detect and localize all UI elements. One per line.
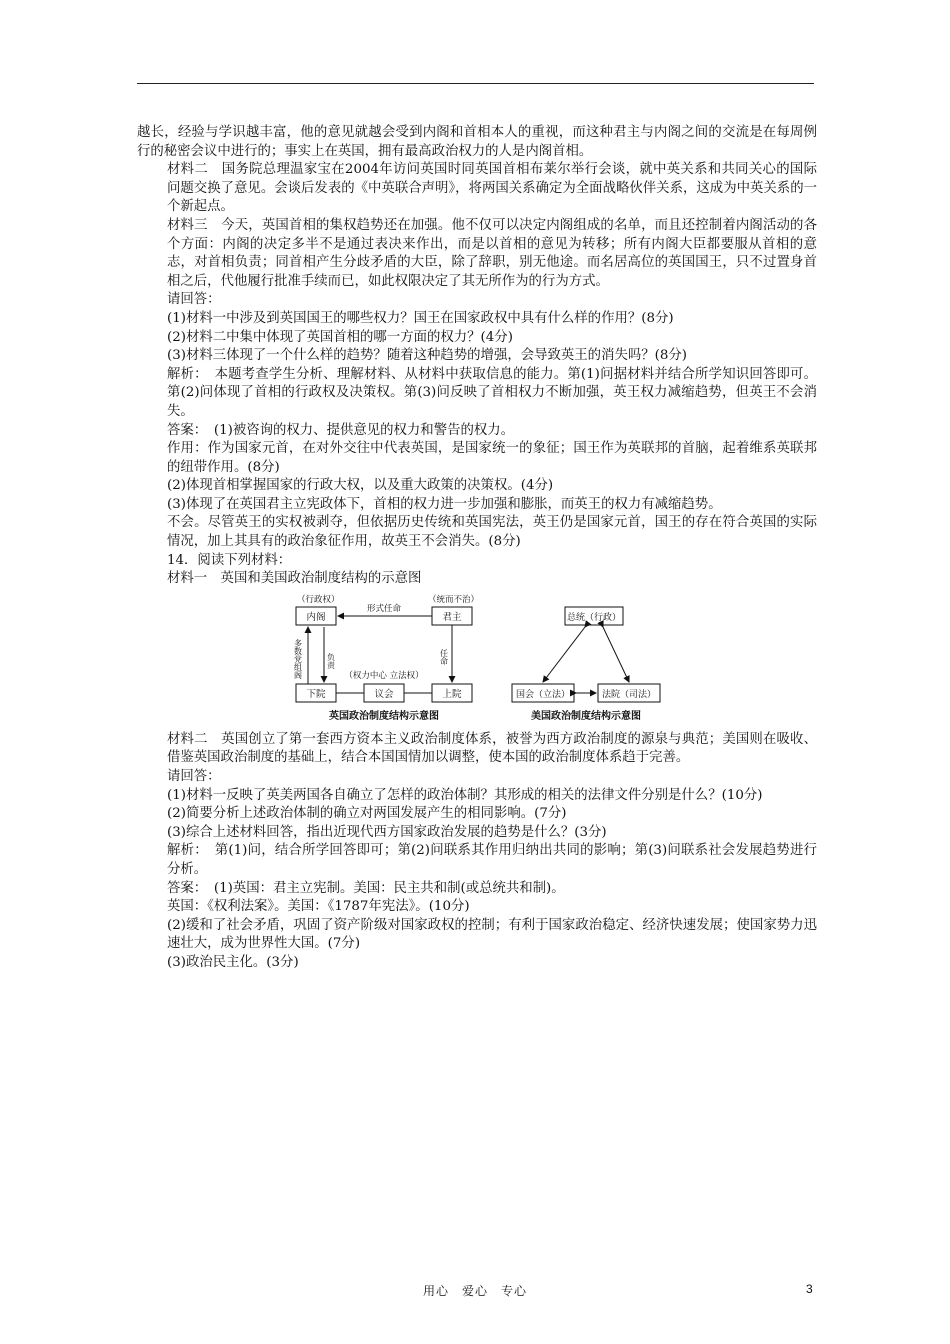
congress-label: 国会（立法） xyxy=(515,689,571,700)
arrow-president-congress xyxy=(543,627,585,682)
appoint-label: 任命 xyxy=(439,648,449,665)
paragraph: 材料二 英国创立了第一套西方资本主义政治制度体系，被誉为西方政治制度的源泉与典范；美国则在吸收、借鉴英国政治制度的基础上，结合本国国情加以调整，使本国的政治制度体系趋于完善。 xyxy=(167,731,817,766)
arrow-president-court xyxy=(603,627,629,682)
cabinet-label: 内阁 xyxy=(306,611,326,623)
paragraph: 请回答： xyxy=(167,769,221,785)
commons-label: 下院 xyxy=(306,688,326,700)
us-caption: 美国政治制度结构示意图 xyxy=(531,710,641,722)
majority-party-label: 多数党组阁 xyxy=(293,638,303,679)
court-label: 法院（司法） xyxy=(601,689,657,700)
question: (2)简要分析上述政治体制的确立对两国发展产生的相同影响。(7分) xyxy=(167,806,567,822)
material-title: 材料一 英国和美国政治制度结构的示意图 xyxy=(167,571,422,587)
paragraph: 材料二 国务院总理温家宝在2004年访问英国时同英国首相布莱尔举行会谈，就中英关系和共同关心的国际问题交换了意见。会谈后发表的《中英联合声明》，将两国关系确定为全面战略伙伴关系，这成为中英关系的一个新起点。 xyxy=(167,162,817,215)
header-rule xyxy=(137,83,814,84)
page-body xyxy=(137,124,817,973)
responsible-label: 负责 xyxy=(326,652,336,669)
us-diagram xyxy=(512,607,660,722)
question: (2)材料二中集中体现了英国首相的哪一方面的权力？(4分) xyxy=(167,329,513,345)
lords-label: 上院 xyxy=(442,688,462,700)
question: (1)材料一反映了英美两国各自确立了怎样的政治体制？其形成的相关的法律文件分别是什么？(10分) xyxy=(167,787,763,803)
answer: (3)体现了在英国君主立宪政体下，首相的权力进一步加强和膨胀，而英王的权力有减缩趋势。 xyxy=(167,496,722,512)
answer: (2)体现首相掌握国家的行政大权，以及重大政策的决策权。(4分) xyxy=(167,478,554,494)
answer: 英国：《权利法案》。美国：《1787年宪法》。(10分) xyxy=(167,899,470,915)
question-number: 14．阅读下列材料： xyxy=(167,552,292,568)
answer: (3)政治民主化。(3分) xyxy=(167,954,299,970)
paragraph: 材料三 今天，英国首相的集权趋势还在加强。他不仅可以决定内阁组成的名单，而且还控制着内阁活动的各个方面：内阁的决定多半不是通过表决来作出，而是以首相的意见为转移；所有内阁大臣都要服从首相的意志，对首相负责；同首相产生分歧矛盾的大臣，除了辞职，别无他途。而名居高位的英国国王，只不过置身首相之后，代他履行批准手续而已，如此权限决定了其无所作为的行为方式。 xyxy=(167,217,817,289)
monarch-label: 君主 xyxy=(442,611,462,623)
uk-caption: 英国政治制度结构示意图 xyxy=(329,710,439,722)
parliament-label: 议会 xyxy=(374,688,394,700)
paragraph: 请回答： xyxy=(167,292,221,308)
analysis: 解析： 第(1)问，结合所学回答即可；第(2)问联系其作用归纳出共同的影响；第(3)问联系社会发展趋势进行分析。 xyxy=(167,843,817,877)
uk-tag-exec: （行政权） xyxy=(297,594,340,605)
answer: 答案： (1)英国：君主立宪制。美国：民主共和制(或总统共和制)。 xyxy=(167,880,565,896)
question: (3)综合上述材料回答，指出近现代西方国家政治发展的趋势是什么？(3分) xyxy=(167,824,607,840)
answer: 不会。尽管英王的实权被剥夺，但依据历史传统和英国宪法，英王仍是国家元首，国王的存在符合英国的实际情况，加上其具有的政治象征作用，故英王不会消失。(8分) xyxy=(167,515,817,550)
paragraph: 越长，经验与学识越丰富，他的意见就越会受到内阁和首相本人的重视，而这种君主与内阁之间的交流是在每周例行的秘密会议中进行的；事实上在英国，拥有最高政治权力的人是内阁首相。 xyxy=(137,125,817,159)
uk-diagram xyxy=(294,594,480,722)
power-center-label: （权力中心 立法权） xyxy=(344,670,424,681)
president-label: 总统（行政） xyxy=(566,612,622,623)
uk-tag-monarch: （统而不治） xyxy=(428,594,480,605)
diagrams xyxy=(137,591,817,727)
answer: 作用：作为国家元首，在对外交往中代表英国，是国家统一的象征；国王作为英联邦的首脑，起着维系英联邦的纽带作用。(8分) xyxy=(167,441,817,475)
footer-motto: 用心 爱心 专心 xyxy=(422,1284,527,1298)
page-number: 3 xyxy=(806,1282,813,1296)
question: (1)材料一中涉及到英国国王的哪些权力？国王在国家政权中具有什么样的作用？(8分) xyxy=(167,310,674,326)
question: (3)材料三体现了一个什么样的趋势？随着这种趋势的增强，会导致英王的消失吗？(8分) xyxy=(167,348,687,364)
formal-appoint-label: 形式任命 xyxy=(366,603,402,614)
answer: 答案： (1)被咨询的权力、提供意见的权力和警告的权力。 xyxy=(167,422,515,438)
analysis: 解析： 本题考查学生分析、理解材料、从材料中获取信息的能力。第(1)问据材料并结合所学知识回答即可。第(2)问体现了首相的行政权及决策权。第(3)问反映了首相权力不断加强，英王权力减缩趋势，但英王不会消失。 xyxy=(167,366,817,419)
answer: (2)缓和了社会矛盾，巩固了资产阶级对国家政权的控制；有利于国家政治稳定、经济快速发展；使国家势力迅速壮大，成为世界性大国。(7分) xyxy=(167,917,817,952)
